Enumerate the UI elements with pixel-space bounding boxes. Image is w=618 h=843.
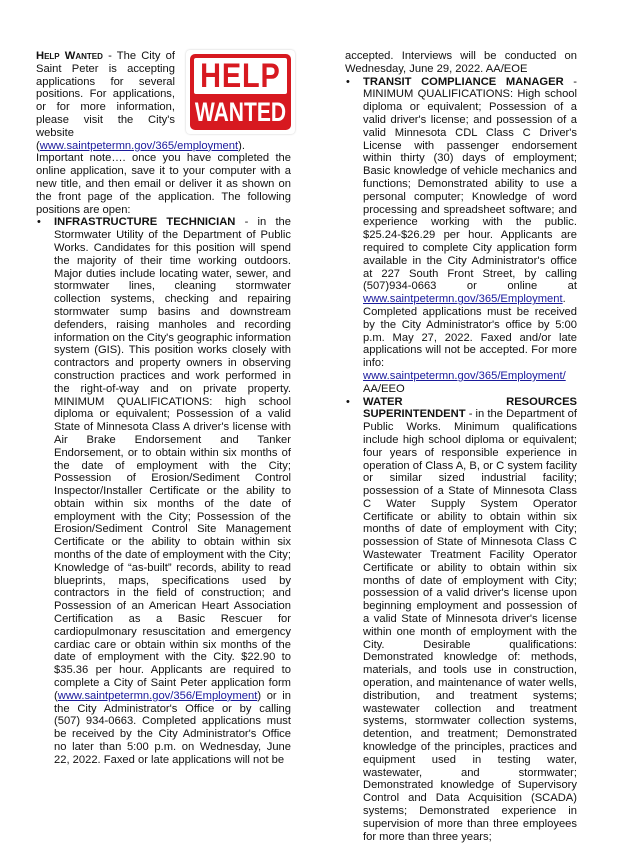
job-water-resources-superintendent bbox=[345, 396, 577, 843]
job-list-continued bbox=[345, 50, 577, 843]
job-description: - MINIMUM QUALIFICATIONS: High school diploma or equivalent; Possession of a valid driver's license; and possession of a valid Minnesota CDL Class C Driver's License with passenger endorsement within thirty (30) days of employment; Basic knowledge of vehicle mechanics and functions; Demonstrated ability to use a personal computer; Knowledge of word processing and spreadsheet software; and experience working with the public. $25.24-$26.29 per hour. Applicants are required to complete City application form available in the City Administrator's office at 227 South Front Street, by calling (507)934-0663 or online at bbox=[363, 75, 577, 293]
paren-close: ). bbox=[238, 139, 245, 152]
sign-help-box bbox=[194, 58, 287, 94]
employment-link[interactable]: www.saintpetermn.gov/365/employment bbox=[39, 139, 239, 152]
left-column bbox=[36, 50, 291, 767]
job-transit-compliance-manager bbox=[345, 76, 577, 396]
intro-text: - The City of Saint Peter is accepting applications for several positions. For applications, or for more information, please visit the City's website bbox=[36, 50, 175, 139]
intro-paragraph bbox=[36, 50, 175, 140]
sign-wanted-box bbox=[190, 96, 291, 128]
job-description-cont: . Completed applications must be received by the City Administrator's office by 5:00 p.m. May 27, 2022. Faxed and/or late applications will not be accepted. For more info: bbox=[363, 293, 577, 370]
help-wanted-sign bbox=[186, 50, 295, 134]
job-infrastructure-technician-cont bbox=[345, 50, 577, 76]
sign-help-text: HELP bbox=[200, 57, 281, 95]
job-list bbox=[36, 216, 291, 766]
job-title: TRANSIT COMPLIANCE MANAGER bbox=[363, 75, 564, 88]
job-infrastructure-technician bbox=[36, 216, 291, 766]
right-column bbox=[345, 50, 577, 843]
job-title: INFRASTRUCTURE TECHNICIAN bbox=[54, 216, 236, 229]
job-description-cont: ) or in the City Administrator's Office or by calling (507) 934-0663. Completed applications must be received by the City Administrator's Office no later than 5:00 p.m. on Wednesday, June 22, 2022. Faxed or late applications will not be bbox=[54, 689, 291, 766]
job-continued-text: accepted. Interviews will be conducted on Wednesday, June 29, 2022. AA/EOE bbox=[345, 50, 577, 75]
eeo-text: AA/EEO bbox=[363, 382, 405, 395]
sign-wanted-text: WANTED bbox=[194, 96, 287, 127]
more-info-link[interactable]: www.saintpetermn.gov/365/Employment/ bbox=[363, 369, 566, 382]
job-description: - in the Stormwater Utility of the Department of Public Works. Candidates for this position will spend the majority of their time working outdoors. Major duties include locating water, sewer, and stormwater lines, cleaning stormwater collection systems, checking and repairing stormwater sump basins and downstream defenders, raising manholes and recording information on the City's geographic information system (GIS). This position works closely with contractors and property owners in observing construction practices and work performed in the right-of-way and on private property. MINIMUM QUALIFICATIONS: high school diploma or equivalent; Possession of a valid State of Minnesota Class A driver's license with Air Brake Endorsement and Tanker Endorsement, or to obtain within six months of the date of employment with the City; Possession of Erosion/Sediment Control Inspector/Installer Certificate or the ability to obtain within six months of the date of employment with the City; Possession of the Erosion/Sediment Control Site Management Certificate or the ability to obtain within six months of the date of employment with the City; Knowledge of “as-built” records, ability to read blueprints, maps, specifications used by contractors in the field of construction; and Possession of an American Heart Association Certification as a Basic Rescuer for cardiopulmonary resuscitation and emergency cardiac care or obtain within six months of the date of employment with the City. $22.90 to $35.36 per hour. Applicants are required to complete a City of Saint Peter application form ( bbox=[54, 216, 292, 702]
sign-red-panel bbox=[190, 54, 291, 130]
important-note: Important note…. once you have completed the online application, save it to your computer with a new title, and then email or deliver it as shown on the front page of the application. The following positions are open: bbox=[36, 152, 291, 216]
job-description: - in the Department of Public Works. Minimum qualifications include high school diploma or equivalent; four years of responsible experience in operation of Class A, B, or C system facility or similar sized industrial facility; possession of a State of Minnesota Class C Water Supply System Operator Certificate or ability to obtain within six months of date of employment with City; possession of State of Minnesota Class C Wastewater Treatment Facility Operator Certificate or ability to obtain within six months of date of employment with City; possession of a valid driver's license upon beginning employment and possession of a valid State of Minnesota driver's license within one month of employment with the City. Desirable qualifications: Demonstrated knowledge of: methods, materials, and tools use in construction, operation, and maintenance of water wells, distribution, and treatment systems; wastewater collection and treatment systems, stormwater collection systems, detention, and treatment; Demonstrated knowledge of the principles, practices and equipment used in testing water, wastewater, and stormwater; Demonstrated knowledge of Supervisory Control and Data Acquisition (SCADA) systems; Demonstrated experience in supervision of more than three employees for more than three years; bbox=[363, 408, 577, 843]
paren-open: ( bbox=[36, 139, 40, 152]
intro-section bbox=[36, 50, 291, 216]
job-title: WATER RESOURCES SUPERINTENDENT bbox=[363, 395, 577, 421]
intro-link-line bbox=[36, 140, 291, 153]
help-wanted-heading: Help Wanted bbox=[36, 50, 103, 62]
application-form-link[interactable]: www.saintpetermn.gov/356/Employment bbox=[57, 689, 258, 702]
employment-link[interactable]: www.saintpetermn.gov/365/Employment bbox=[363, 293, 563, 306]
